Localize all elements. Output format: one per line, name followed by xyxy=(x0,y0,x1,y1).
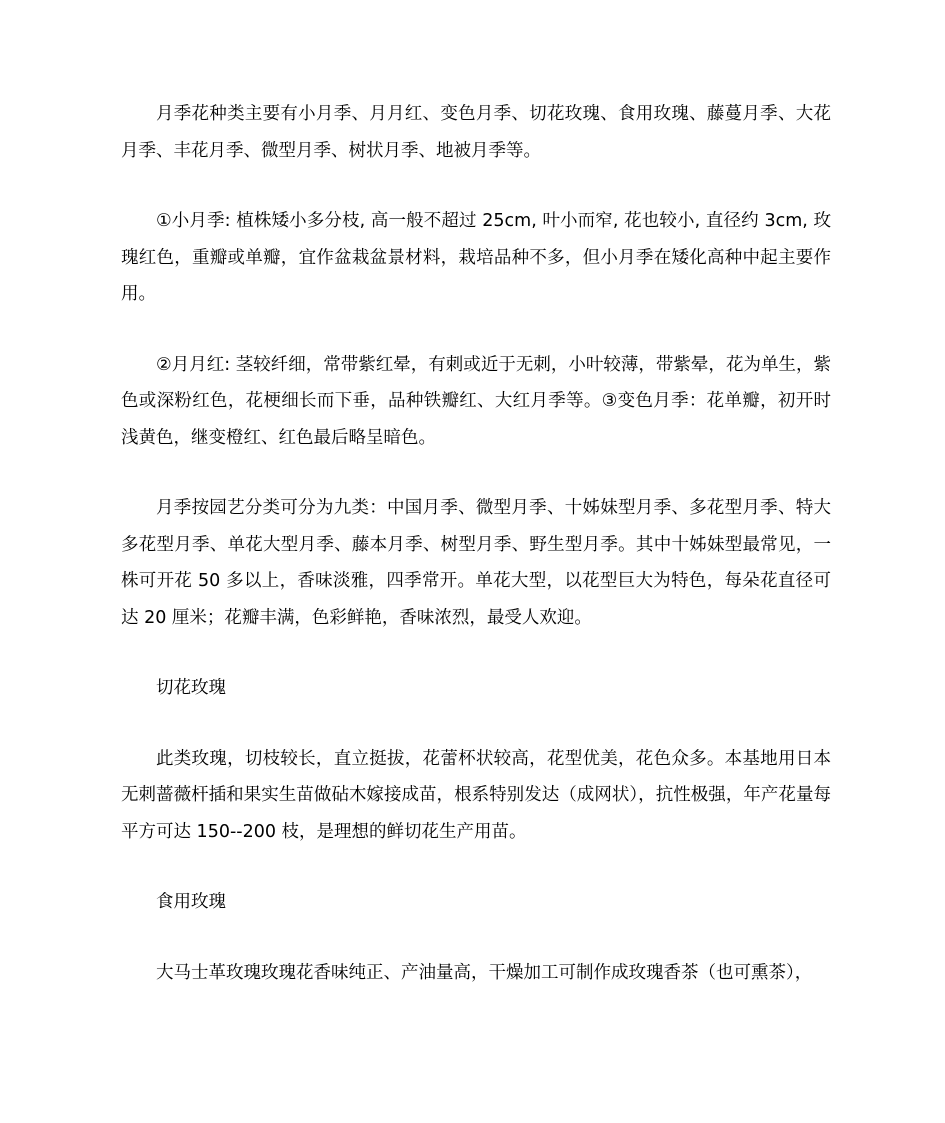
heading-edible-rose: 食用玫瑰 xyxy=(156,892,226,912)
paragraph-edible-rose: 大马士革玫瑰玫瑰花香味纯正、产油量高，干燥加工可制作成玫瑰香茶（也可熏茶）， xyxy=(156,962,813,983)
paragraph-horticultural-classes: 月季按园艺分类可分为九类：中国月季、微型月季、十姊妹型月季、多花型月季、特大多花型月季、单花大型月季、藤本月季、树型月季、野生型月季。其中十姊妹型最常见，一株可开花 50 多以上，香味淡雅，四季常开。单花大型，以花型巨大为特色，每朵花直径可达 20 厘米；花瓣丰满，色彩鲜艳，香味浓烈，最受人欢迎。 xyxy=(121,498,831,628)
paragraph-overview: 月季花种类主要有小月季、月月红、变色月季、切花玫瑰、食用玫瑰、藤蔓月季、大花月季、丰花月季、微型月季、树状月季、地被月季等。 xyxy=(121,104,831,161)
document-page xyxy=(121,96,831,991)
heading-cut-flower-rose: 切花玫瑰 xyxy=(156,678,226,698)
paragraph-monthly-red: ②月月红: 茎较纤细，常带紫红晕，有刺或近于无刺，小叶较薄，带紫晕，花为单生，紫色或深粉红色，花梗细长而下垂，品种铁瓣红、大红月季等。③变色月季：花单瓣，初开时浅黄色，继变橙红、红色最后略呈暗色。 xyxy=(121,354,831,448)
paragraph-small-rose: ①小月季: 植株矮小多分枝, 高一般不超过 25cm, 叶小而窄, 花也较小, 直径约 3cm, 玫瑰红色，重瓣或单瓣，宜作盆栽盆景材料，栽培品种不多，但小月季在矮化高种中起主要作用。 xyxy=(121,211,831,304)
paragraph-cut-flower-rose: 此类玫瑰，切枝较长，直立挺拔，花蕾杯状较高，花型优美，花色众多。本基地用日本无刺蔷薇杆插和果实生苗做砧木嫁接成苗，根系特别发达（成网状），抗性极强，年产花量每平方可达 150--200 枝，是理想的鲜切花生产用苗。 xyxy=(121,748,831,842)
